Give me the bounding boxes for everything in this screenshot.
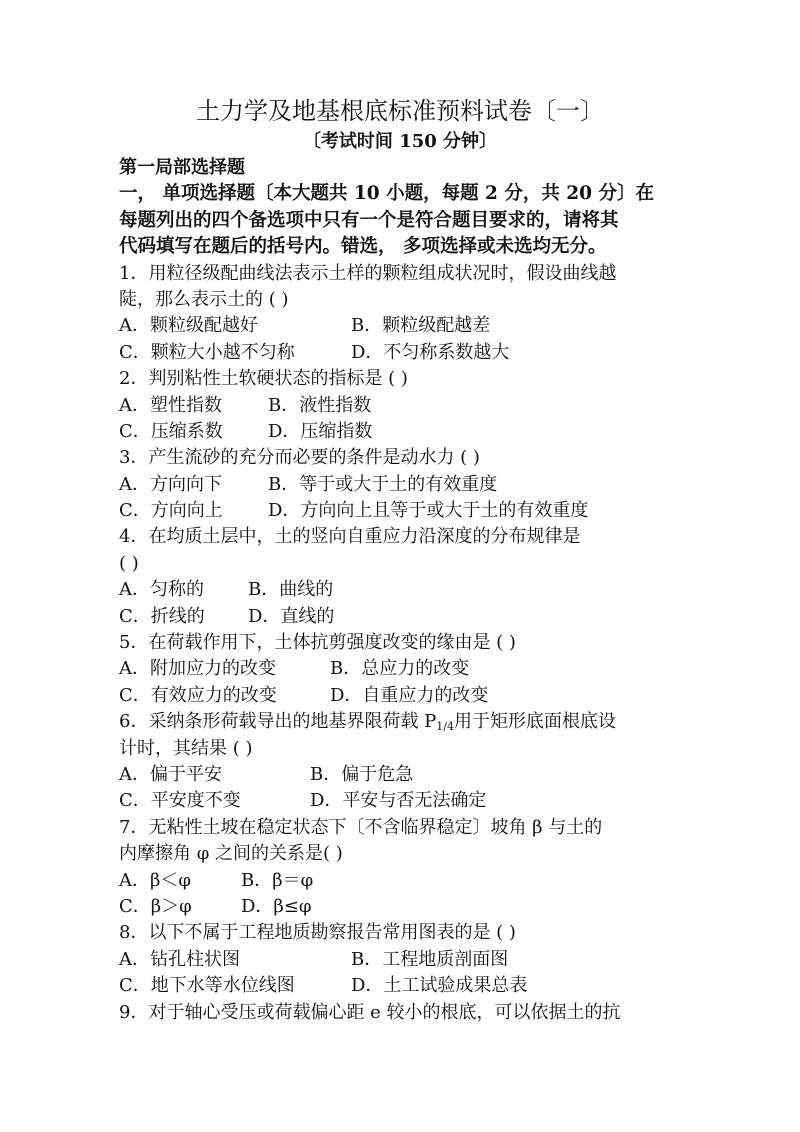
option-a: A．偏于平安 [119, 763, 222, 785]
question-3-options-cd [119, 498, 685, 524]
question-1-stem-line-1: 1．用粒径级配曲线法表示土样的颗粒组成状况时，假设曲线越 [119, 262, 617, 284]
option-d: D．方向向上且等于或大于土的有效重度 [268, 500, 589, 522]
option-d: D．β≤φ [241, 895, 312, 917]
option-a: A．方向向下 [119, 473, 222, 495]
question-6-stem-line-1 [119, 709, 685, 735]
option-b: B．偏于危急 [310, 763, 414, 785]
option-a: A．颗粒级配越好 [119, 315, 258, 337]
option-c: C．折线的 [119, 605, 205, 627]
question-7-options-ab [119, 868, 685, 894]
option-b: B．工程地质剖面图 [351, 948, 509, 970]
instructions-line-1: 一， 单项选择题〔本大题共 10 小题，每题 2 分，共 20 分〕在 [119, 183, 654, 205]
question-1-options-cd [119, 340, 685, 366]
instructions-line-3: 代码填写在题后的括号内。错选， 多项选择或未选均无分。 [119, 236, 607, 258]
exam-title: 土力学及地基根底标准预料试卷〔一〕 [196, 97, 604, 125]
option-d: D．平安与否无法确定 [310, 790, 487, 812]
question-4-stem-line-2: ( ) [119, 552, 139, 574]
question-6-text-post: 用于矩形底面根底设 [454, 711, 616, 733]
option-c: C．平安度不变 [119, 790, 241, 812]
option-a: A．β＜φ [119, 869, 192, 891]
option-b: B．β＝φ [241, 869, 314, 891]
option-b: B．曲线的 [248, 579, 334, 601]
option-c: C．β＞φ [119, 895, 192, 917]
option-d: D．压缩指数 [268, 420, 373, 442]
option-a: A．钻孔柱状图 [119, 948, 240, 970]
question-1-stem-line-2: 陡，那么表示土的 ( ) [119, 288, 289, 310]
option-a: A．塑性指数 [119, 394, 222, 416]
option-b: B．液性指数 [268, 394, 372, 416]
question-7-stem-line-1: 7．无粘性土坡在稳定状态下〔不含临界稳定〕坡角 β 与土的 [119, 816, 603, 838]
option-c: C．颗粒大小越不匀称 [119, 341, 295, 363]
question-3-options-ab [119, 472, 685, 498]
question-5-options-cd [119, 683, 685, 709]
section-heading: 第一局部选择题 [119, 157, 245, 178]
question-7-stem-line-2: 内摩擦角 φ 之间的关系是( ) [119, 843, 343, 865]
question-4-options-cd [119, 604, 685, 630]
option-d: D．自重应力的改变 [330, 684, 489, 706]
question-6-options-cd [119, 788, 685, 814]
option-b: B．颗粒级配越差 [351, 315, 491, 337]
question-4-options-ab [119, 577, 685, 603]
option-c: C．有效应力的改变 [119, 684, 277, 706]
instructions-line-2: 每题列出的四个备选项中只有一个是符合题目要求的，请将其 [119, 209, 619, 231]
option-c: C．地下水等水位线图 [119, 975, 295, 997]
question-5-options-ab [119, 656, 685, 682]
question-2-options-ab [119, 393, 685, 419]
question-2-options-cd [119, 419, 685, 445]
option-b: B．总应力的改变 [330, 658, 470, 680]
exam-duration: 〔考试时间 150 分钟〕 [302, 131, 498, 152]
option-d: D．不匀称系数越大 [351, 341, 510, 363]
option-d: D．直线的 [248, 605, 335, 627]
question-6-stem-line-2: 计时，其结果 ( ) [119, 737, 253, 759]
option-d: D．土工试验成果总表 [351, 975, 528, 997]
question-5-stem: 5．在荷载作用下，土体抗剪强度改变的缘由是 ( ) [119, 632, 516, 654]
question-6-text-pre: 6．采纳条形荷载导出的地基界限荷载 P [119, 711, 437, 733]
option-c: C．方向向上 [119, 500, 223, 522]
question-6-options-ab [119, 762, 685, 788]
option-a: A．附加应力的改变 [119, 658, 276, 680]
question-2-stem: 2．判别粘性土软硬状态的指标是 ( ) [119, 368, 408, 390]
question-6-subscript: 1/4 [436, 720, 454, 734]
question-8-options-ab [119, 947, 685, 973]
question-9-stem: 9．对于轴心受压或荷载偏心距 e 较小的根底，可以依据土的抗 [119, 1001, 621, 1023]
option-c: C．压缩系数 [119, 420, 223, 442]
option-a: A．匀称的 [119, 579, 204, 601]
question-3-stem: 3．产生流砂的充分而必要的条件是动水力 ( ) [119, 447, 480, 469]
question-8-options-cd [119, 973, 685, 999]
exam-body [119, 155, 685, 1026]
option-b: B．等于或大于土的有效重度 [268, 473, 498, 495]
question-7-options-cd [119, 894, 685, 920]
question-4-stem-line-1: 4．在均质土层中，土的竖向自重应力沿深度的分布规律是 [119, 526, 581, 548]
question-1-options-ab [119, 313, 685, 339]
question-8-stem: 8．以下不属于工程地质勘察报告常用图表的是 ( ) [119, 922, 516, 944]
